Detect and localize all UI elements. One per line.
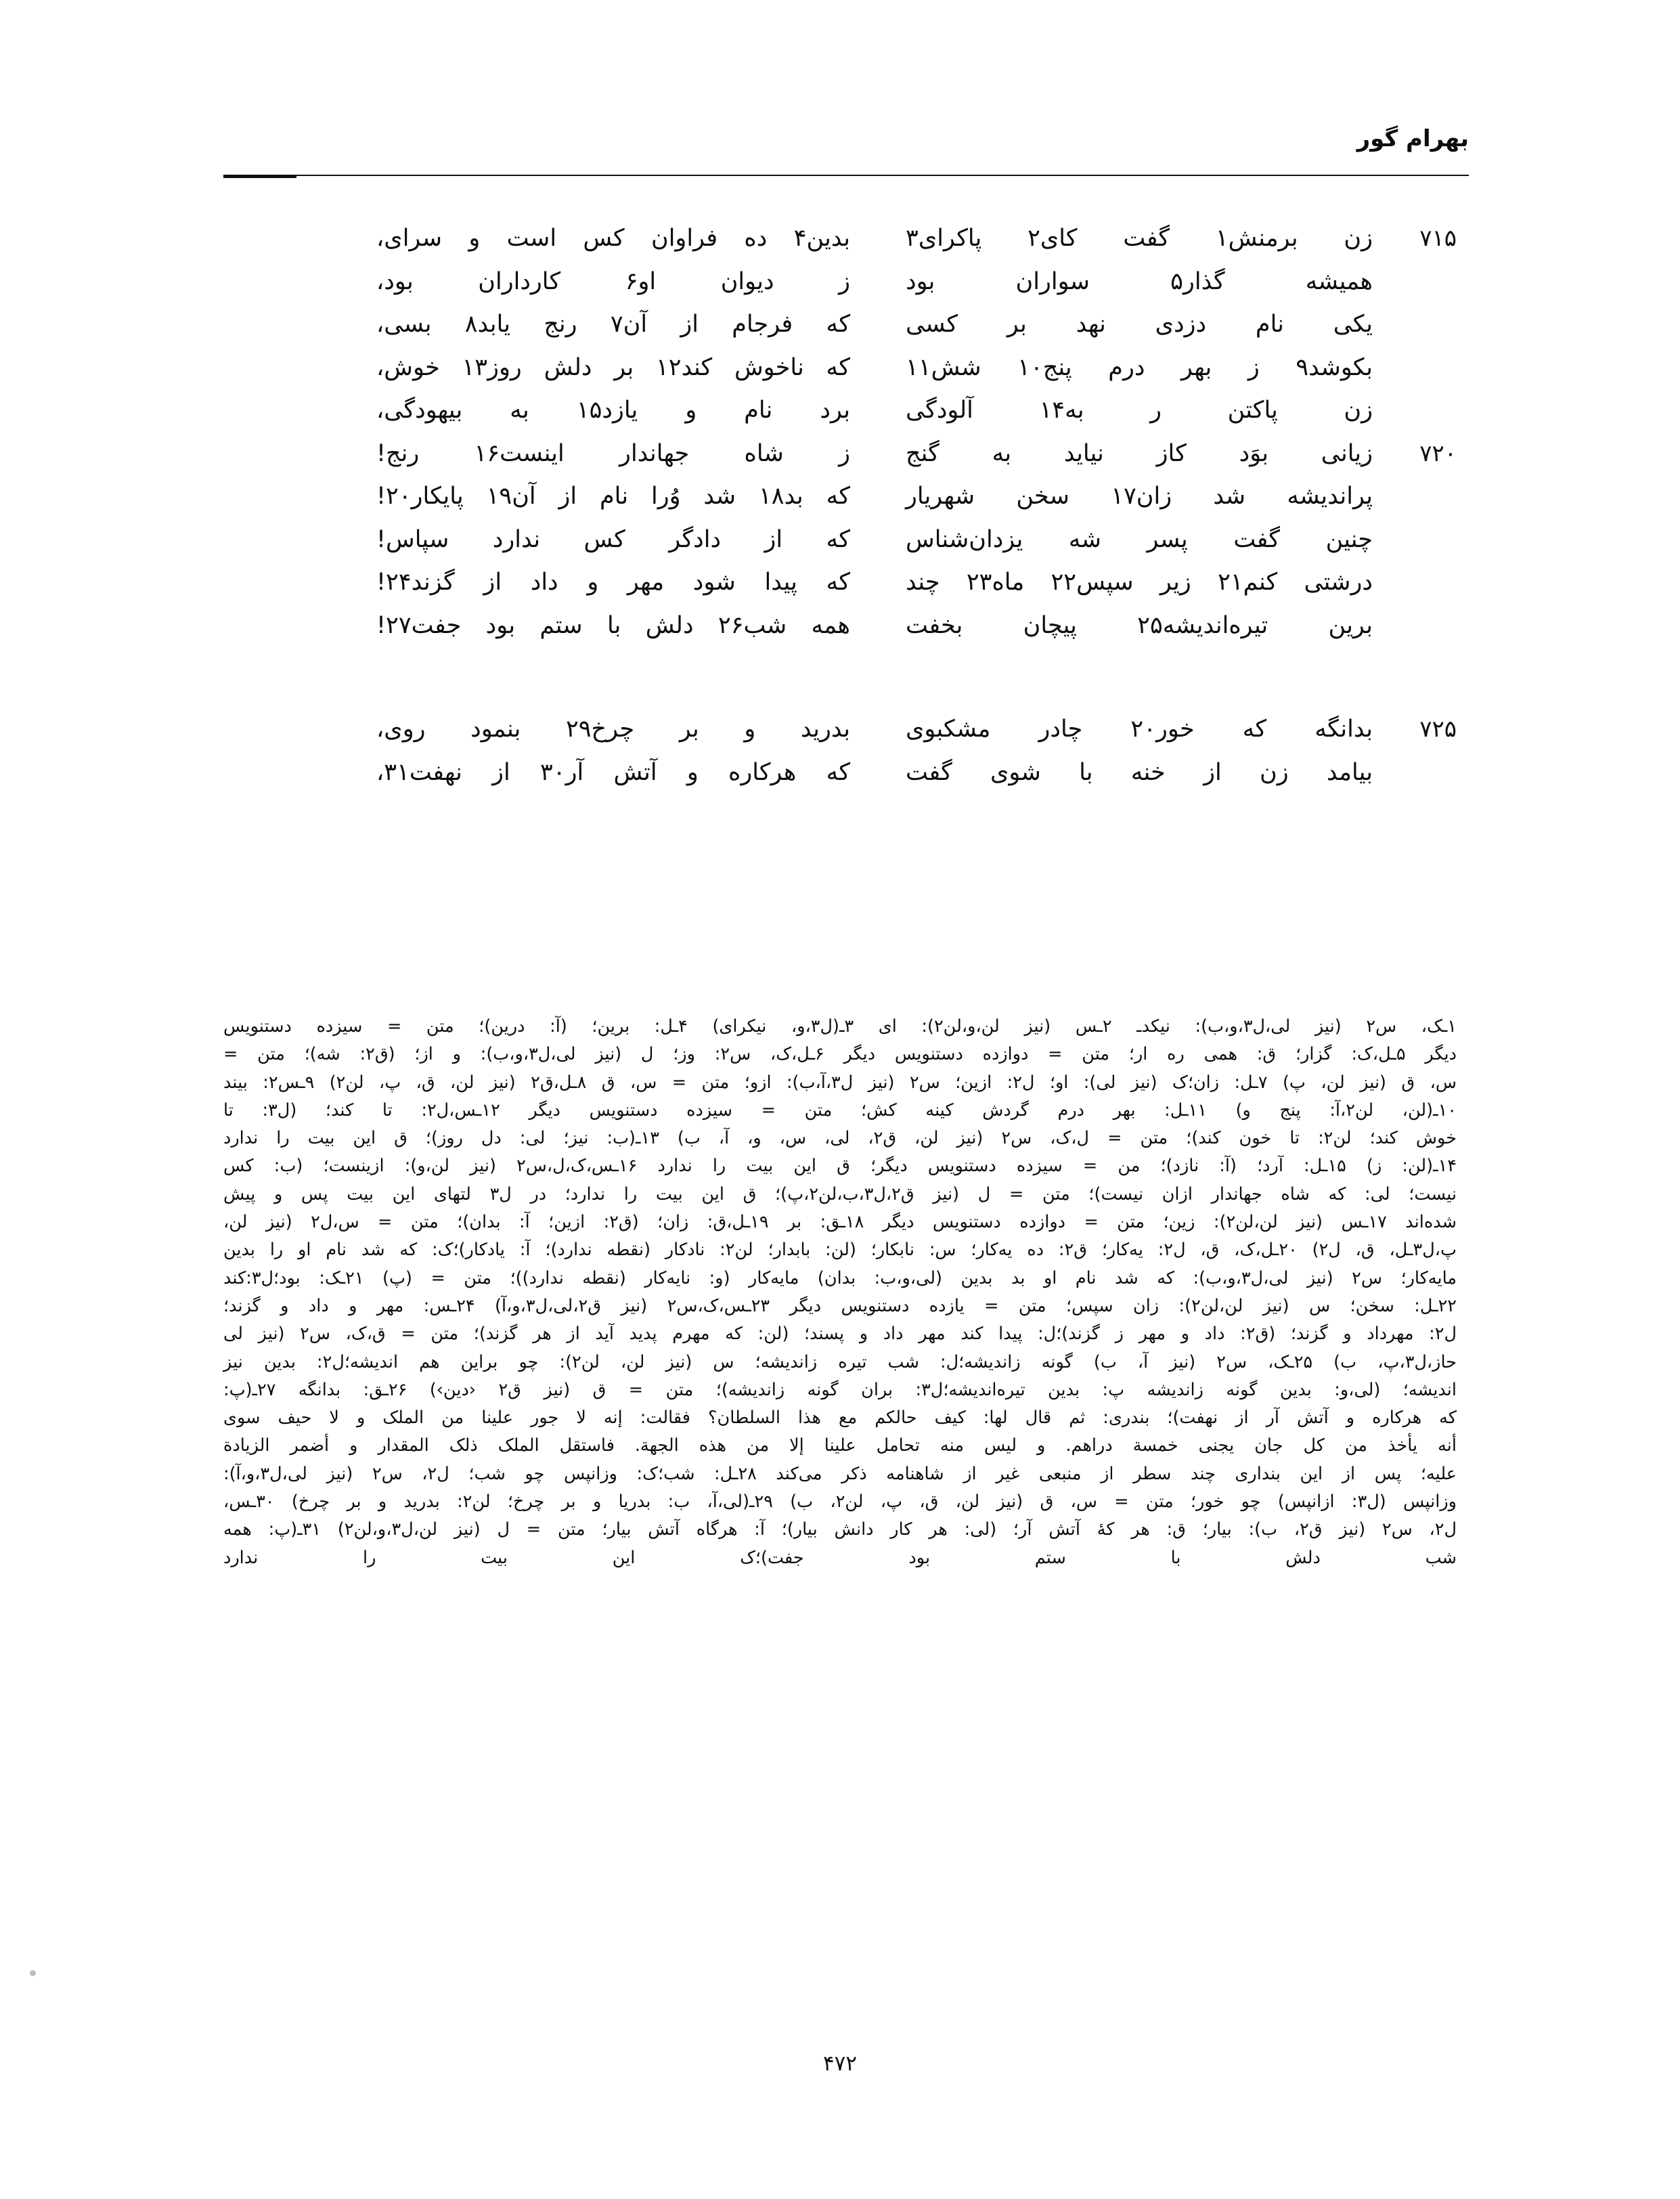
- bayt: [298, 267, 1457, 298]
- apparatus-line: ۱۴ـ(لن: ز) ۱۵ـل: آرد؛ (آ: نازد)؛ من = سیزده دستنویس دیگر؛ ق این بیت را ندارد ۱۶ـس،ک،ل،س۲ (نیز لن،و): ازینست؛ (ب: کس: [223, 1156, 1457, 1177]
- stanza-725: [298, 714, 1457, 788]
- apparatus-line: اندیشه؛ (لی،و: بدین گونه زاندیشه پ: بدین تیره‌اندیشه؛ل۳: بران گونه زاندیشه)؛ متن = ق (نیز ق۲ ‹دین›) ۲۶ـق: بدانگه ۲۷ـ(پ:: [223, 1379, 1457, 1400]
- hemistich-second: ز دیوان او۶ کارداران بود،: [376, 267, 850, 295]
- hemistich-first: یکی نام دزدی نهد بر کسی: [906, 311, 1373, 338]
- hemistich-first: همیشه گذار۵ سواران بود: [906, 267, 1373, 295]
- hemistich-second: که ناخوش کند۱۲ بر دلش روز۱۳ خوش،: [376, 353, 850, 381]
- apparatus-line: مایه‌کار؛ س۲ (نیز لی،ل۳،و،ب): که شد نام او بد بدین (لی،و،ب: بدان) مایه‌کار (و: نایه‌کار (نقطه ندارد))؛ متن = (پ) ۲۱ـک: بود؛ل۳:کند: [223, 1267, 1457, 1288]
- hemistich-second: که از دادگر کس ندارد سپاس!: [376, 525, 850, 553]
- bayt: [298, 714, 1457, 745]
- bayt: [298, 353, 1457, 384]
- hemistich-second: همه شب۲۶ دلش با ستم بود جفت۲۷!: [376, 611, 851, 639]
- apparatus-line: نیست؛ لی: که شاه جهاندار ازان نیست)؛ متن = ل (نیز ق۲،ل۳،ب،لن۲،پ)؛ ق این بیت را ندارد؛ در ل۳ لتهای این بیت پس و پیش: [223, 1183, 1457, 1204]
- bayt: [298, 309, 1457, 341]
- hemistich-second: که هرکاره و آتش آر۳۰ از نهفت۳۱،: [376, 758, 850, 786]
- running-head-title: بهرام گور: [1356, 125, 1469, 152]
- hemistich-first: چنین گفت پسر شه یزدان‌شناس: [906, 525, 1373, 553]
- hemistich-first: بدانگه که خور۲۰ چادر مشکبوی: [906, 716, 1373, 743]
- apparatus-line: پ،ل۳ـل، ق، ل۲) ۲۰ـل،ک، ق، ل۲: یه‌کار؛ ق۲: ده یه‌کار؛ س: نابکار؛ (لن: بابدار؛ لن۲: نادکار (نقطه ندارد)؛ آ: یادکار)؛ک: که شد نام او را بدین: [223, 1240, 1457, 1261]
- hemistich-first: زن برمنش۱ گفت کای۲ پاکرای۳: [906, 225, 1373, 252]
- apparatus-line: حاز،ل۳،پ، ب) ۲۵ـک، س۲ (نیز آ، ب) گونه زاندیشه؛ل: شب تیره زاندیشه؛ س (نیز لن، لن۲): چو براین هم اندیشه؛ل۲: بدین نیز: [223, 1351, 1457, 1372]
- verse-body: [298, 223, 1457, 800]
- folio-number: ۴۷۲: [823, 2051, 857, 2076]
- bayt: [298, 525, 1457, 556]
- apparatus-line: شده‌اند ۱۷ـس (نیز لن،لن۲): زین؛ متن = دوازده دستنویس دیگر ۱۸ـق: بر ۱۹ـل،ق: زان؛ (ق۲: ازین؛ آ: بدان)؛ متن = س،ل۲ (نیز لن،: [223, 1212, 1457, 1233]
- verse-number: ۷۲۵: [1419, 716, 1457, 743]
- apparatus-line: أنه یأخذ من کل جان یجنی خمسة دراهم. و لیس منه تحامل علینا إلا من هذه الجهة. فاستقل الملک ذلک المقدار و أضمر الزیادة: [223, 1435, 1457, 1456]
- apparatus-line: ل۲، س۲ (نیز ق۲، ب): بیار؛ ق: هر کۀ آتش آر؛ (لی: هر کار دانش بیار)؛ آ: هرگاه آتش بیار؛ متن = ل (نیز لن،ل۳،و،لن۲) ۳۱ـ(پ: همه: [223, 1519, 1457, 1540]
- verse-number: ۷۱۵: [1419, 225, 1457, 252]
- bayt: [298, 567, 1457, 598]
- hemistich-second: برد نام و یازد۱۵ به بیهودگی،: [376, 397, 850, 424]
- hemistich-second: بدین۴ ده فراوان کس است و سرای،: [376, 225, 850, 252]
- print-speck: [30, 1970, 36, 1976]
- running-head: [223, 127, 1469, 188]
- hemistich-second: بدرید و بر چرخ۲۹ بنمود روی،: [376, 716, 851, 743]
- hemistich-first: زیانی بوَد کاز نیاید به گنج: [906, 439, 1373, 467]
- apparatus-line: ۱۰ـ(لن، لن۲،آ: پنج و) ۱۱ـل: بهر درم گردش کینه کش؛ متن = سیزده دستنویس دیگر ۱۲ـس،ل۲: تا کند؛ (ل۳: تا: [223, 1100, 1457, 1120]
- hemistich-first: زن پاکتن ر به۱۴ آلودگی: [906, 397, 1373, 424]
- hemistich-second: ز شاه جهاندار اینست۱۶ رنج!: [376, 439, 850, 467]
- bayt: [298, 395, 1457, 427]
- hemistich-second: که پیدا شود مهر و داد از گزند۲۴!: [376, 569, 850, 596]
- apparatus-line: خوش کند؛ لن۲: تا خون کند)؛ متن = ل،ک، س۲ (نیز لن، ق۲، لی، س، و، آ، ب) ۱۳ـ(ب: نیز؛ لی: دل روز)؛ ق این بیت را ندارد: [223, 1128, 1457, 1149]
- apparatus-line: که هرکاره و آتش آر از نهفت)؛ بندری: ثم قال لها: کیف حالکم مع هذا السلطان؟ فقالت: إنه لا جور علینا من الملک و لا حیف سوی: [223, 1408, 1457, 1429]
- header-rule: [223, 175, 1469, 176]
- hemistich-first: بکوشد۹ ز بهر درم پنج۱۰ شش۱۱: [906, 353, 1373, 381]
- apparatus-line: ۱ـک، س۲ (نیز لی،ل۳،و،ب): نیکدـ ۲ـس (نیز لن،و،لن۲): ای ۳ـ(ل۳،و، نیکرای) ۴ـل: برین؛ (آ: درین)؛ متن = سیزده دستنویس: [223, 1016, 1457, 1037]
- hemistich-first: بیامد زن از خنه با شوی گفت: [906, 758, 1373, 786]
- apparatus-line: س، ق (نیز لن، پ) ۷ـل: زان؛ک (نیز لی): او؛ ل۲: ازین؛ س۲ (نیز ل۳،آ،ب): ازو؛ متن = س، ق ۸ـل،ق۲ (نیز لن، ق، پ، لن۲) ۹ـس۲: بیند: [223, 1072, 1457, 1093]
- stanza-715: [298, 223, 1457, 641]
- apparatus-line: شب دلش با ستم بود جفت)؛ک این بیت را ندارد: [223, 1547, 1457, 1568]
- apparatus-line: علیه؛ پس از این بنداری چند سطر از منبعی غیر از شاهنامه ذکر می‌کند ۲۸ـل: شب؛ک: وزانپس چو شب؛ ل۲، س۲ (نیز لی،ل۳،و،آ):: [223, 1463, 1457, 1484]
- hemistich-first: درشتی کنم۲۱ زیر سپس۲۲ ماه۲۳ چند: [906, 569, 1373, 596]
- apparatus-line: دیگر ۵ـل،ک: گزار؛ ق: همی ره ار؛ متن = دوازده دستنویس دیگر ۶ـل،ک، س۲: وز؛ ل (نیز لی،ل۳،و،ب): و از؛ (ق۲: شه)؛ متن =: [223, 1044, 1457, 1065]
- apparatus-line: وزانپس (ل۳: ازانپس) چو خور؛ متن = س، ق (نیز لن، ق، پ، لن۲، ب) ۲۹ـ(لی،آ، ب: بدریا و بر چرخ؛ لن۲: بدرید و بر چرخ) ۳۰ـس،: [223, 1492, 1457, 1512]
- bayt: [298, 223, 1457, 255]
- hemistich-first: برین تیره‌اندیشه۲۵ پیچان بخفت: [906, 611, 1373, 639]
- hemistich-second: که فرجام از آن۷ رنج یابد۸ بسی،: [376, 311, 850, 338]
- apparatus-line: ل۲: مهرداد و گزند؛ (ق۲: داد و مهر ز گزند)؛ل: پیدا کند مهر داد و پسند؛ (لن: که مهرم پدید آید از هر گزند)؛ متن = ق،ک، س۲ (نیز لی: [223, 1324, 1457, 1345]
- apparatus-criticus: [223, 1013, 1457, 1572]
- verse-number: ۷۲۰: [1419, 439, 1457, 467]
- bayt: [298, 439, 1457, 470]
- bayt: [298, 611, 1457, 642]
- hemistich-first: پرانديشه شد زان۱۷ سخن شهریار: [906, 483, 1373, 510]
- bayt: [298, 481, 1457, 513]
- apparatus-line: ۲۲ـل: سخن؛ س (نیز لن،لن۲): زان سپس؛ متن = یازده دستنویس دیگر ۲۳ـس،ک،س۲ (نیز ق۲،لی،ل۳،و،آ) ۲۴ـس: مهر و داد و گزند؛: [223, 1295, 1457, 1316]
- bayt: [298, 758, 1457, 789]
- hemistich-second: که بد۱۸ شد وُرا نام از آن۱۹ پایکار۲۰!: [376, 483, 851, 510]
